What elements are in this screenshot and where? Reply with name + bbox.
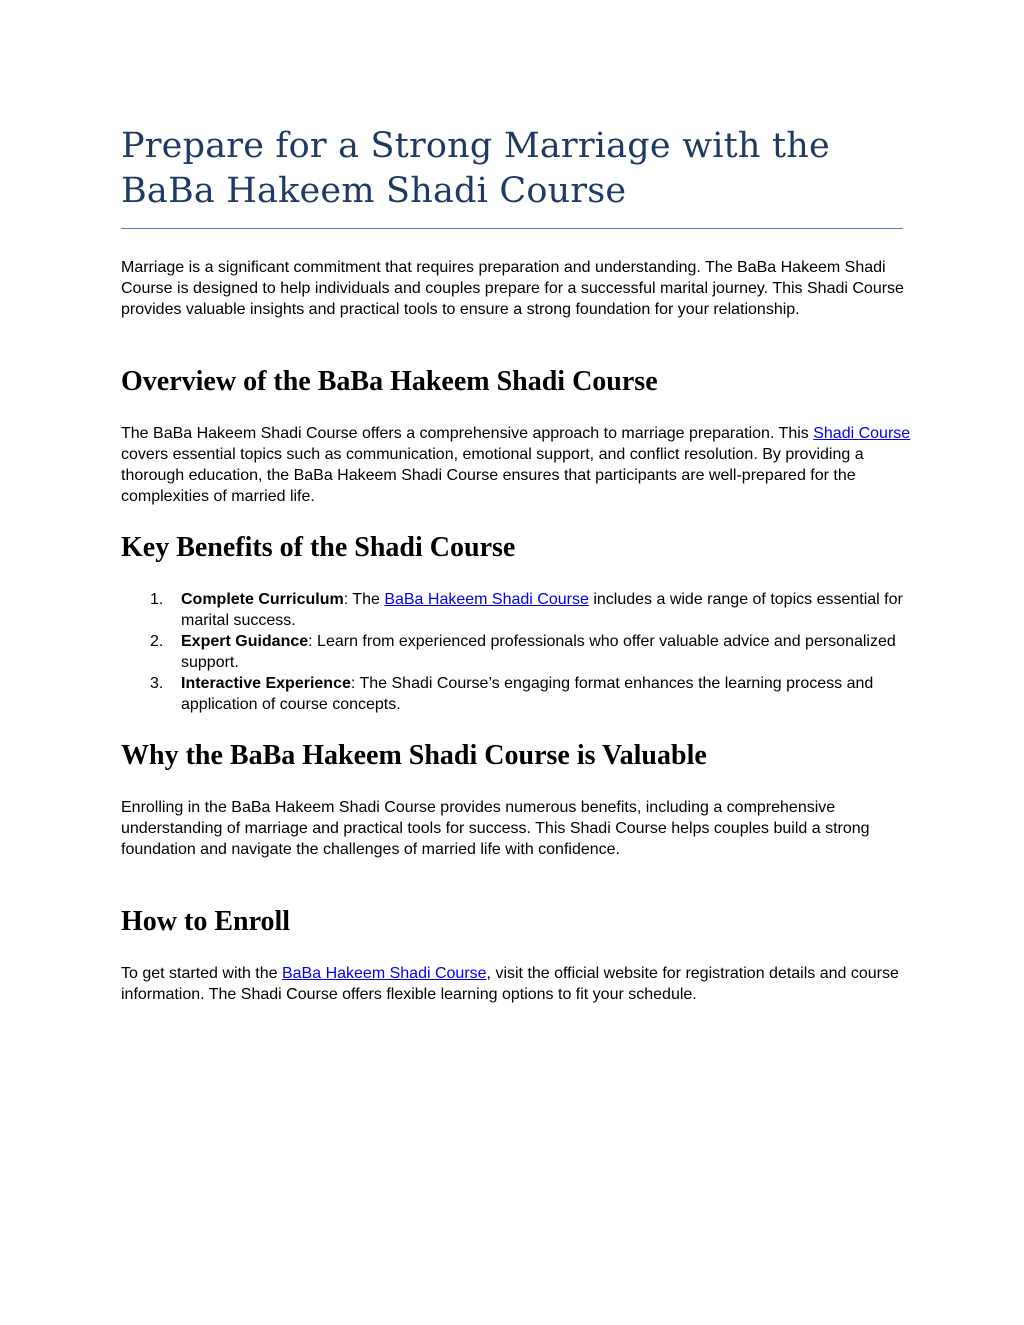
intro-paragraph: Marriage is a significant commitment that requires preparation and understanding. The BaBa Hakeem Shadi Course is designed to help individuals and couples prepare for a successful marital journey. This Shadi Course provides valuable insights and practical tools to ensure a strong foundation for your relationship.: [121, 259, 904, 318]
document-title: [121, 124, 903, 214]
title-line-2: BaBa Hakeem Shadi Course: [121, 171, 627, 211]
benefits-heading: Key Benefits of the Shadi Course: [121, 532, 516, 563]
overview-paragraph: The BaBa Hakeem Shadi Course offers a comprehensive approach to marriage preparation. This Shadi Course covers essential topics such as communication, emotional support, and conflict resolution. By providing a thorough education, the BaBa Hakeem Shadi Course ensures that participants are well-prepared for the complexities of married life.: [121, 425, 911, 505]
benefits-list: [121, 589, 911, 715]
course-link-curriculum[interactable]: BaBa Hakeem Shadi Course: [384, 591, 589, 608]
title-divider: [121, 228, 903, 229]
list-number: 2.: [150, 633, 164, 650]
course-link-enroll[interactable]: BaBa Hakeem Shadi Course: [281, 965, 487, 982]
why-paragraph: Enrolling in the BaBa Hakeem Shadi Course provides numerous benefits, including a comprehensive understanding of marriage and practical tools for success. This Shadi Course helps couples build a strong foundation and navigate the challenges of married life with confidence.: [121, 799, 870, 858]
list-number: 1.: [150, 591, 164, 608]
list-number: 3.: [150, 675, 164, 692]
overview-heading: Overview of the BaBa Hakeem Shadi Course: [121, 366, 658, 397]
enroll-heading: How to Enroll: [121, 906, 291, 937]
benefit-label: Expert Guidance: [181, 633, 309, 650]
list-item: 3. Interactive Experience: The Shadi Course’s engaging format enhances the learning process and application of course concepts.: [150, 675, 874, 713]
benefit-label: Interactive Experience: [181, 675, 351, 692]
shadi-course-link[interactable]: Shadi Course: [813, 425, 911, 442]
list-item: 2. Expert Guidance: Learn from experienced professionals who offer valuable advice and personalized support.: [150, 633, 896, 671]
enroll-paragraph: To get started with the BaBa Hakeem Shadi Course, visit the official website for registration details and course information. The Shadi Course offers flexible learning options to fit your schedule.: [121, 965, 899, 1003]
benefit-label: Complete Curriculum: [181, 591, 344, 608]
list-item: 1. Complete Curriculum: The BaBa Hakeem Shadi Course includes a wide range of topics essential for marital success.: [150, 591, 903, 629]
why-heading: Why the BaBa Hakeem Shadi Course is Valuable: [121, 740, 707, 771]
title-line-1: Prepare for a Strong Marriage with the: [121, 126, 830, 166]
